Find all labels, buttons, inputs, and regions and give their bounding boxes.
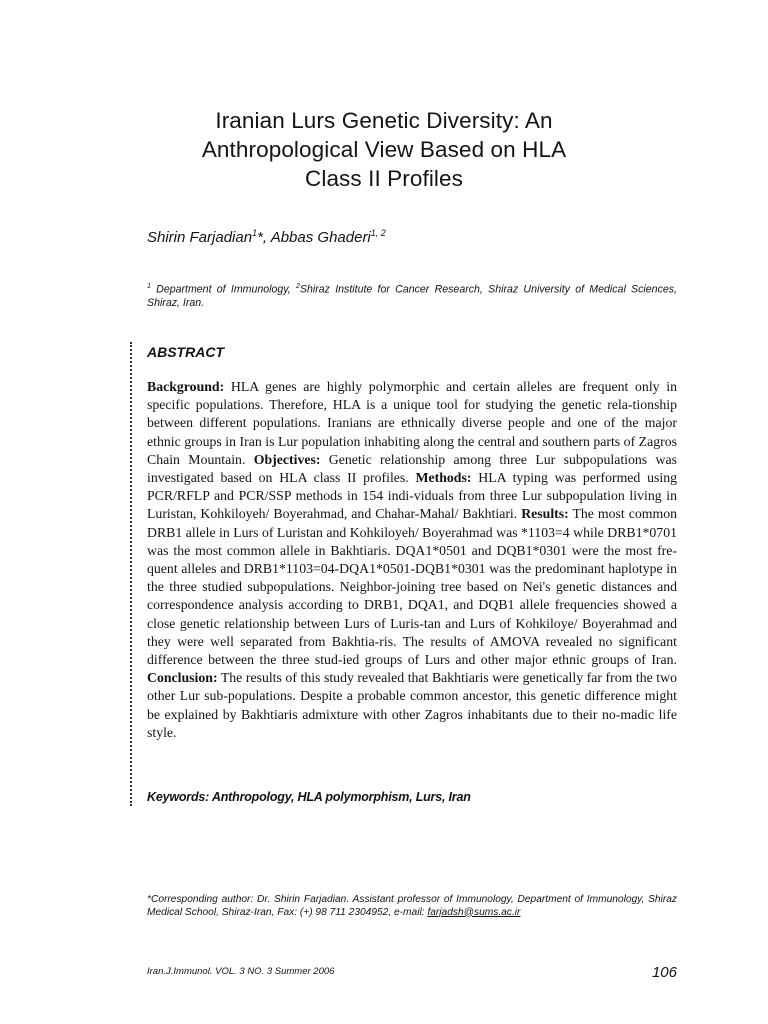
affiliation-text-2: Shiraz Institute for Cancer Research, Shiraz University of Medical Sciences, Shiraz, Iran. <box>147 283 677 309</box>
paper-title <box>120 106 648 193</box>
objectives-text: Genetic relationship among three Lur subpopulations was investigated based on HLA class II profiles. <box>147 451 677 486</box>
corresponding-mark: * <box>257 229 263 246</box>
author-separator: , <box>262 229 271 246</box>
author-name-1: Shirin Farjadian <box>147 229 253 246</box>
title-line-3: Class II Profiles <box>305 166 463 191</box>
author-list <box>147 228 386 246</box>
conclusion-label: Conclusion: <box>147 670 218 686</box>
affiliation-mark-2: 2 <box>296 283 300 290</box>
background-text: HLA genes are highly polymorphic and certain alleles are frequent only in specific populations. Therefore, HLA is a unique tool for studying the genetic rela-tionship between different populations. Iranians are ethnically diverse people and one of the major ethnic groups in Iran is Lur population inhabiting along the central and southern parts of Zagros Chain Mountain. <box>147 379 677 467</box>
corresponding-author-text: *Corresponding author: Dr. Shirin Farjadian. Assistant professor of Immunology, Department of Immunology, Shiraz Medical School, Shiraz-Iran, Fax: (+) 98 711 2304952, e-mail: <box>147 894 677 918</box>
background-label: Background: <box>147 379 225 394</box>
title-line-1: Iranian Lurs Genetic Diversity: An <box>215 108 553 133</box>
author-2-affiliation-mark: 1, 2 <box>370 228 386 238</box>
objectives-label: Objectives: <box>253 451 321 467</box>
affiliation-mark-1: 1 <box>147 283 151 290</box>
dotted-margin-rule <box>130 342 132 806</box>
abstract-heading: ABSTRACT <box>147 344 224 360</box>
title-line-2: Anthropological View Based on HLA <box>201 137 567 162</box>
page-number: 106 <box>651 964 677 981</box>
affiliations <box>147 280 677 310</box>
affiliation-text-1: Department of Immunology, <box>150 283 296 296</box>
methods-label: Methods: <box>415 470 472 486</box>
results-text: The most common DRB1 allele in Lurs of Luristan and Kohkiloyeh/ Boyerahmad was *1103=4 while DRB1*0701 was the most common allele in Bakhtiaris. DQA1*0501 and DQB1*0301 were the most fre-quent alleles and DRB1*1103=04-DQA1*0501-DQB1*0301 was the predominant haplotype in the three studied subpopulations. Neighbor-joining tree based on Nei's genetic distances and correspondence analysis according to DRB1, DQA1, and DQB1 allele frequencies showed a close genetic relationship between Lurs of Luris-tan and Lurs of Kohkiloye/ Boyerahmad and they were well separated from Bakhtia-ris. The results of AMOVA revealed no significant difference between the three stud-ied groups of Lurs and other major ethnic groups of Iran. <box>147 506 677 668</box>
corresponding-email-link[interactable]: farjadsh@sums.ac.ir <box>427 906 521 918</box>
journal-citation: Iran.J.Immunol. VOL. 3 NO. 3 Summer 2006 <box>147 966 335 977</box>
abstract-body <box>147 378 677 742</box>
conclusion-text: The results of this study revealed that Bakhtiaris were genetically far from the two other Lur sub-populations. Despite a probable common ancestor, this genetic difference might be explained by Bakhtiaris admixture with other Zagros inhabitants due to their no-madic life style. <box>147 670 677 740</box>
author-1-affiliation-mark: 1 <box>252 228 258 238</box>
methods-text: HLA typing was performed using PCR/RFLP and PCR/SSP methods in 154 indi-viduals from three Lur subpopulation living in Luristan, Kohkiloyeh/ Boyerahmad, and Chahar-Mahal/ Bakhtiari. <box>147 470 677 522</box>
results-label: Results: <box>521 506 569 522</box>
author-name-2: Abbas Ghaderi <box>270 229 371 246</box>
keywords: Keywords: Anthropology, HLA polymorphism, Lurs, Iran <box>147 790 471 804</box>
corresponding-author-note <box>147 894 677 919</box>
